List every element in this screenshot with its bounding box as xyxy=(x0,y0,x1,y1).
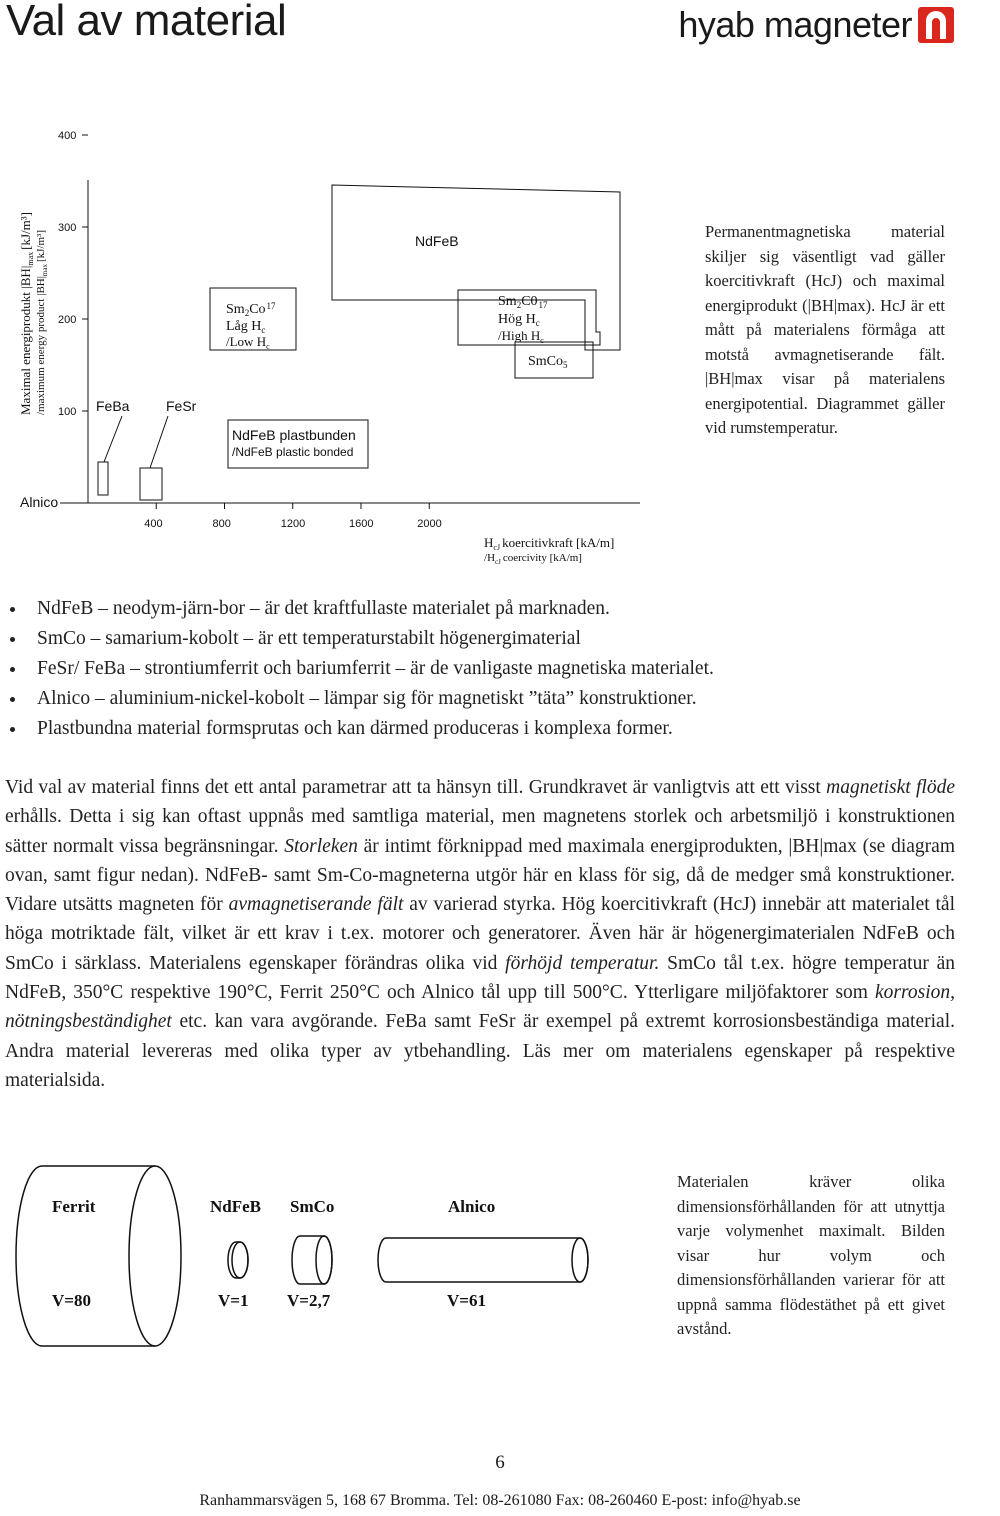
volume-label-smco: SmCo xyxy=(290,1197,335,1216)
volume-value-smco: V=2,7 xyxy=(287,1291,331,1310)
x-tick-label: 1600 xyxy=(349,518,374,530)
x-tick-label: 1200 xyxy=(280,518,306,530)
hyab-logo-icon xyxy=(918,7,954,43)
volume-comparison-figure xyxy=(0,1160,660,1360)
label-high-hc: /High $H_c$ xyxy=(498,328,544,345)
volume-value-alnico: V=61 xyxy=(447,1291,486,1310)
chart-description: Permanentmagnetiska material skiljer sig väsentligt vad gäller koercitivkraft (HcJ) och maximal energiprodukt (|BH|max). HcJ är ett mått på materialens förmåga att motstå avmagnetiserande fält. |BH|max visar på materialens energipotential. Diagrammet gäller vid rumstemperatur. xyxy=(705,222,945,437)
x-tick-label: 800 xyxy=(212,518,231,530)
y-tick-label: 300 xyxy=(58,222,77,234)
label-sm2co17-high: $Sm_2C0_{17}$ xyxy=(498,294,548,310)
region-ndfeb xyxy=(332,185,620,350)
fesr-pointer xyxy=(150,416,168,468)
label-smco5: SmCo$_5$ xyxy=(528,354,568,370)
volume-label-alnico: Alnico xyxy=(448,1197,496,1216)
label-sm2co17-low: $Sm_2Co^{17}$ xyxy=(226,301,276,318)
alnico-shape-body xyxy=(378,1238,588,1282)
y-axis-label-2: /maximum energy product $|BH|_{max}[kJ/m^3]$ xyxy=(35,229,49,415)
volume-label-ferrit: Ferrit xyxy=(52,1197,96,1216)
list-item: SmCo – samarium-kobolt – är ett temperaturstabilt högenergimaterial xyxy=(10,624,940,654)
list-item: Plastbundna material formsprutas och kan därmed produceras i komplexa former. xyxy=(10,714,940,744)
list-item: FeSr/ FeBa – strontiumferrit och bariumferrit – är de vanligaste magnetiska materialet. xyxy=(10,654,940,684)
ndfeb-shape-front xyxy=(232,1242,248,1278)
volume-value-ferrit: V=80 xyxy=(52,1291,91,1310)
y-tick-label: 400 xyxy=(58,130,77,142)
label-alnico: Alnico xyxy=(20,494,59,510)
smco-shape-front xyxy=(316,1236,332,1284)
x-axis-label-2: $/H_{cJ}$ coercivity [kA/m] xyxy=(484,552,582,566)
label-lag-hc: Låg $H_c$ xyxy=(226,319,266,335)
label-ndfeb-plastbunden: NdFeB plastbunden xyxy=(232,427,356,443)
label-feba: FeBa xyxy=(96,398,130,414)
x-tick-label: 2000 xyxy=(417,518,442,530)
label-low-hc: /Low $H_c$ xyxy=(226,334,270,351)
region-feba xyxy=(98,462,108,495)
volume-description: Materialen kräver olika dimensionsförhållanden för att utnyttja varje volymenhet maximalt. Bilden visar hur volym och dimensionsförhållanden varierar för att uppnå samma flödestäthet på ett givet avstånd. xyxy=(677,1172,945,1338)
materials-chart xyxy=(0,130,660,570)
x-tick-label: 400 xyxy=(144,518,163,530)
page-title: Val av material xyxy=(6,0,287,45)
alnico-shape-front xyxy=(572,1238,588,1282)
list-item: NdFeB – neodym-järn-bor – är det kraftfullaste materialet på marknaden. xyxy=(10,594,940,624)
ferrit-shape-front xyxy=(129,1166,181,1346)
region-fesr xyxy=(140,468,162,500)
page-footer: Ranhammarsvägen 5, 168 67 Bromma. Tel: 08-261080 Fax: 08-260460 E-post: info@hyab.se xyxy=(199,1492,801,1509)
ferrit-shape-body xyxy=(16,1166,155,1346)
material-list xyxy=(10,594,940,744)
body-paragraph: Vid val av material finns det ett antal parametrar att ta hänsyn till. Grundkravet är vanligtvis att ett visst magnetiskt flöde erhålls. Detta i sig kan oftast uppnås med samtliga material, men magnetens storlek och arbetsmiljö i konstruktionen sätter normalt vissa begränsningar. Storleken är intimt förknippad med maximala energiprodukten, |BH|max (se diagram ovan, samt figur nedan). NdFeB- samt Sm-Co-magneterna utgör här en klass för sig, då de medger små konstruktioner. Vidare utsätts magneten för avmagnetiserande fält av varierad styrka. Hög koercitivkraft (HcJ) innebär att materialet tål höga motriktade fält, vilket är ett krav i t.ex. motorer och generatorer. Även här är högenergimaterialen NdFeB och SmCo i särklass. Materialens egenskaper förändras olika vid förhöjd temperatur. SmCo tål t.ex. högre temperatur än NdFeB, 350°C respektive 190°C, Ferrit 250°C och Alnico tål upp till 500°C. Ytterligare miljöfaktorer som korrosion, nötningsbeständighet etc. kan vara avgörande. FeBa samt FeSr är exempel på extremt korrosionsbeständiga material. Andra material levereras med olika typer av ytbehandling. Läs mer om materialens egenskaper på respektive materialsida. xyxy=(5,777,955,1091)
label-ndfeb-plastic-bonded: /NdFeB plastic bonded xyxy=(232,445,354,459)
feba-pointer xyxy=(104,416,122,462)
x-axis-label-1: $H_{cJ}$ koercitivkraft [kA/m] xyxy=(484,535,615,552)
y-tick-label: 200 xyxy=(58,314,77,326)
y-tick-label: 100 xyxy=(58,406,77,418)
list-item: Alnico – aluminium-nickel-kobolt – lämpar sig för magnetiskt ”täta” konstruktioner. xyxy=(10,684,940,714)
brand-name: hyab magneter xyxy=(678,4,912,45)
label-ndfeb: NdFeB xyxy=(415,233,459,249)
page-number: 6 xyxy=(495,1452,505,1473)
brand xyxy=(678,4,954,46)
smco-shape-body xyxy=(292,1236,332,1284)
volume-label-ndfeb: NdFeB xyxy=(210,1197,261,1216)
volume-value-ndfeb: V=1 xyxy=(218,1291,249,1310)
label-fesr: FeSr xyxy=(166,398,197,414)
y-axis-label-1: Maximal energiprodukt $|BH|_{max}[kJ/m^3]$ xyxy=(18,211,35,415)
label-hog-hc: Hög $H_c$ xyxy=(498,312,540,328)
